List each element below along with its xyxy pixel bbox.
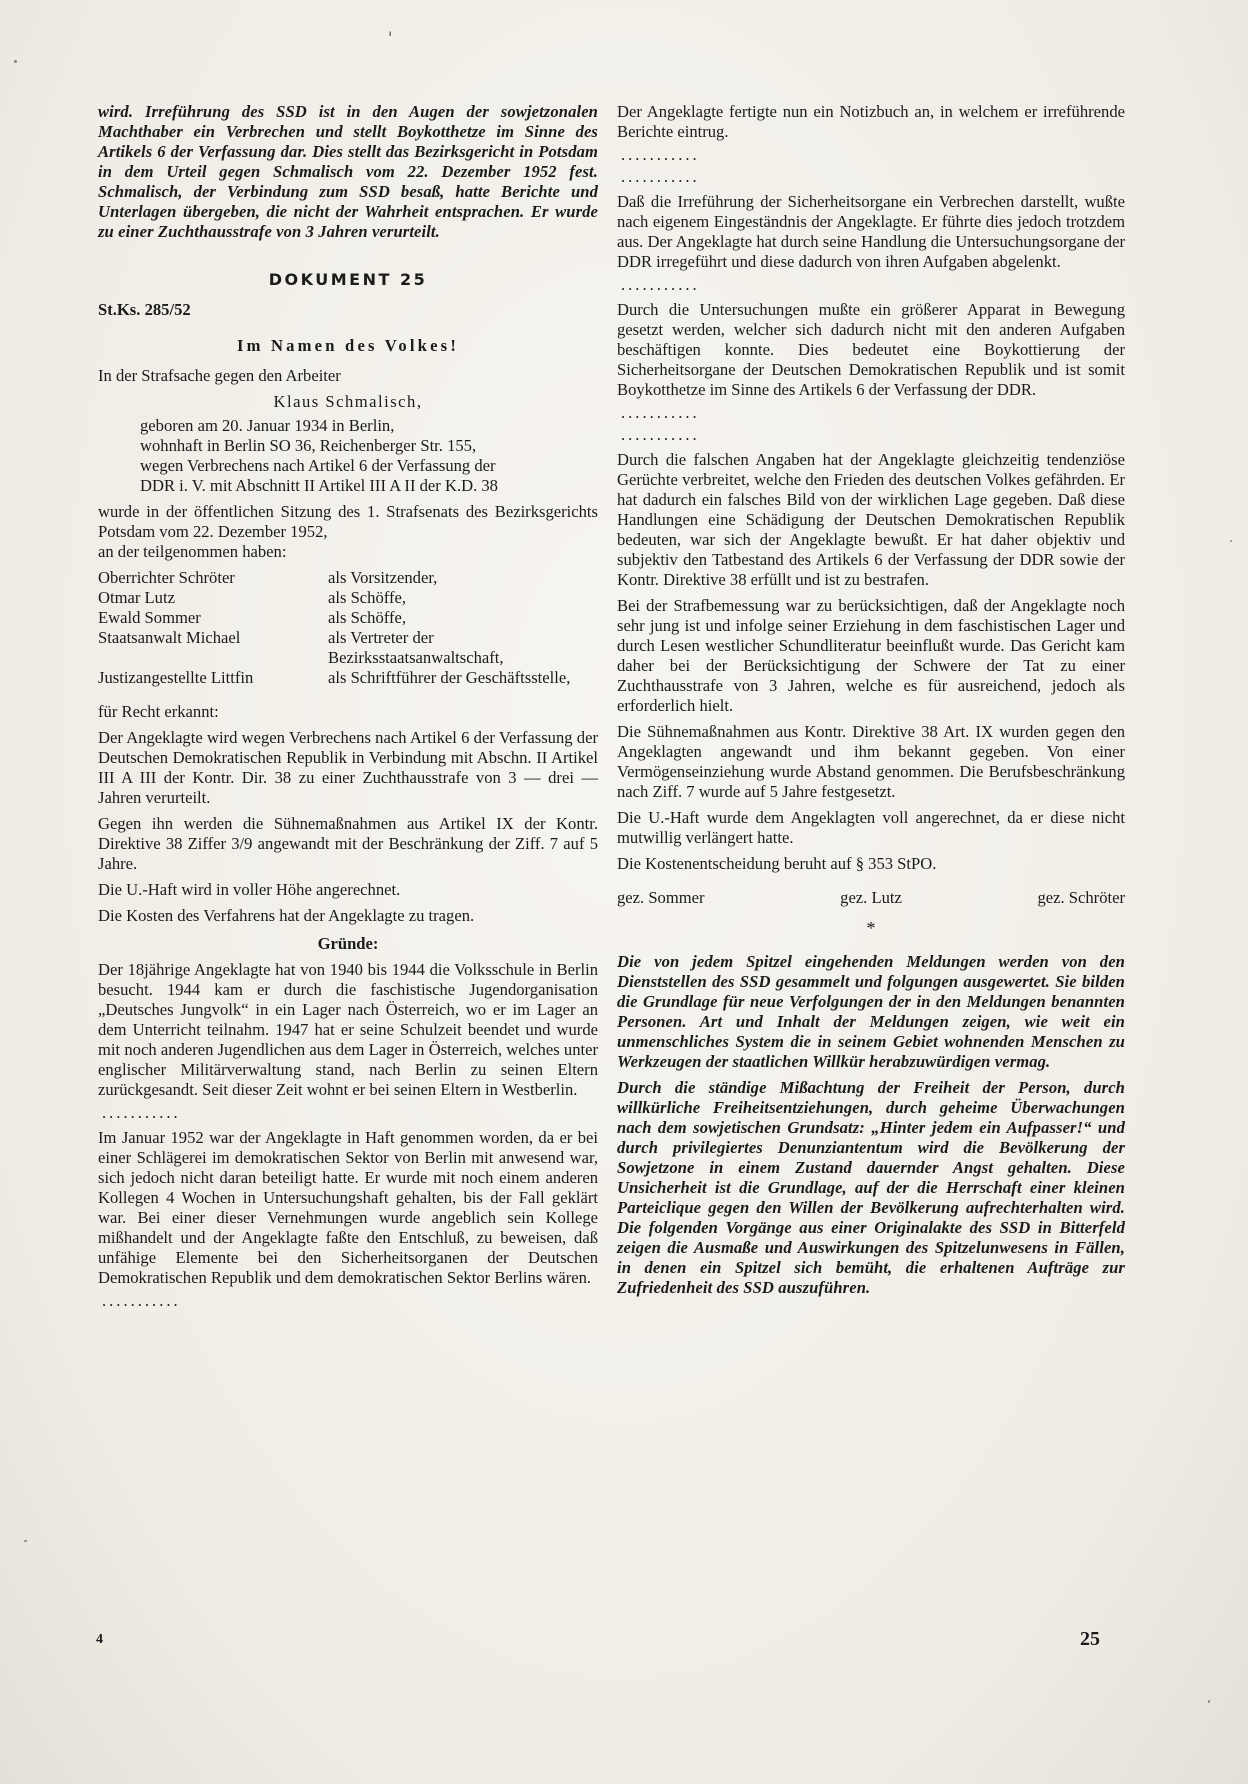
reasons-paragraph: Der Angeklagte fertigte nun ein Notizbuch an, in welchem er irreführende Berichte eintrug. <box>617 102 1125 141</box>
verdict-paragraph: Gegen ihn werden die Sühnemaßnahmen aus Artikel IX der Kontr. Direktive 38 Ziffer 3/9 angewandt mit der Beschränkung der Ziff. 7 auf 5 Jahre. <box>98 814 598 873</box>
reasons-paragraph: Durch die Untersuchungen mußte ein größerer Apparat in Bewegung gesetzt werden, welcher sich dadurch nicht mit den anderen Aufgaben beschäftigen konnte. Dies bedeutet eine Boykottierung der Sicherheitsorgane der Deutschen Demokratischen Republik und ist somit Boykotthetze im Sinne des Artikels 6 der Verfassung der DDR. <box>617 300 1125 399</box>
section-separator: * <box>866 918 876 938</box>
verdict-heading: Im Namen des Volkes! <box>236 336 460 355</box>
scan-speck <box>24 1540 27 1542</box>
verdict-paragraph: Die Kosten des Verfahrens hat der Angeklagte zu tragen. <box>98 906 475 925</box>
left-column <box>98 102 598 1316</box>
document-title: DOKUMENT 25 <box>268 270 428 289</box>
defendant-name: Klaus Schmalisch, <box>273 392 423 411</box>
ellipsis-line: ........... <box>102 1103 181 1122</box>
reasons-paragraph: Daß die Irreführung der Sicherheitsorgane ein Verbrechen darstellt, wußte nach eigenem Eingeständnis der Angeklagte. Er führte dies jedoch trotzdem aus. Der Angeklagte hat durch seine Handlung die Untersuchungsorgane der DDR irregeführt und diese dadurch von ihren Aufgaben abgelenkt. <box>617 192 1125 271</box>
ellipsis-line: ........... <box>621 275 700 294</box>
case-reference: St.Ks. 285/52 <box>98 300 191 319</box>
reasons-paragraph: Die U.-Haft wurde dem Angeklagten voll angerechnet, da er diese nicht mutwillig verlängert hatte. <box>617 808 1125 847</box>
court-composition <box>98 568 598 688</box>
detail-line: DDR i. V. mit Abschnitt II Artikel III A II der K.D. 38 <box>140 476 498 495</box>
scan-speck <box>1208 1700 1210 1703</box>
signatures <box>617 888 1125 908</box>
intro-paragraph: wird. Irreführung des SSD ist in den Augen der sowjetzonalen Machthaber ein Verbrechen und stellt Boykotthetze im Sinne des Artikels 6 der Verfassung dar. Dies stellt das Bezirksgericht in Potsdam in dem Urteil gegen Schmalisch vom 22. Dezember 1952 fest. Schmalisch, der Verbindung zum SSD besaß, hatte Berichte und Unterlagen übergeben, die nicht der Wahrheit entsprachen. Er wurde zu einer Zuchthausstrafe von 3 Jahren verurteilt. <box>98 102 598 241</box>
court-member: Ewald Sommer als Schöffe, <box>98 608 407 627</box>
ellipsis-line: ........... <box>621 145 700 164</box>
verdict-paragraph: Der Angeklagte wird wegen Verbrechens nach Artikel 6 der Verfassung der Deutschen Demokratischen Republik in Verbindung mit Abschn. II Artikel III A III der Kontr. Dir. 38 zu einer Zuchthausstrafe von 3 — drei — Jahren verurteilt. <box>98 728 598 807</box>
commentary-paragraph: Die von jedem Spitzel eingehenden Meldungen werden von den Dienststellen des SSD gesammelt und folgungen ausgewertet. Sie bilden die Grundlage für neue Verfolgungen der in den Meldungen benannten Personen. Art und Inhalt der Meldungen zeigen, wie weit ein unmenschliches System die in seinem Gebiet wohnenden Menschen zu Werkzeugen der staatlichen Willkür herabzuwürdigen vermag. <box>617 952 1125 1071</box>
court-member: Otmar Lutz als Schöffe, <box>98 588 407 607</box>
court-member: Staatsanwalt Michael als Vertreter der Bezirksstaatsanwaltschaft, <box>98 628 504 667</box>
verdict-paragraph: Die U.-Haft wird in voller Höhe angerechnet. <box>98 880 401 899</box>
court-member: Justizangestellte Littfin als Schriftführer der Geschäftsstelle, <box>98 668 571 687</box>
ellipsis-line: ........... <box>102 1291 181 1310</box>
reasons-heading: Gründe: <box>317 934 379 953</box>
page-number-left: 4 <box>96 1632 103 1647</box>
margin-mark: ' <box>388 28 393 47</box>
case-intro: In der Strafsache gegen den Arbeiter <box>98 366 341 385</box>
reasons-paragraph: Im Januar 1952 war der Angeklagte in Haft genommen worden, da er bei einer Schlägerei im demokratischen Sektor von Berlin mit anwesend war, sich jedoch nicht daran beteiligt hatte. Er wurde mit noch einem anderen Kollegen 4 Wochen in Untersuchungshaft gehalten, bis der Fall geklärt war. Bei einer dieser Vernehmungen wurde angeblich sein Kollege mißhandelt und der Angeklagte faßte den Entschluß, zu beweisen, daß unfähige Elemente bei den Sicherheitsorganen der Deutschen Demokratischen Republik und dem demokratischen Sektor Berlins wären. <box>98 1128 598 1287</box>
page-number-right: 25 <box>1080 1628 1100 1650</box>
verdict-intro: für Recht erkannt: <box>98 702 219 721</box>
reasons-paragraph: Die Kostenentscheidung beruht auf § 353 StPO. <box>617 854 937 873</box>
scan-speck <box>1230 540 1232 542</box>
signature: gez. Schröter <box>1037 888 1125 907</box>
detail-line: geboren am 20. Januar 1934 in Berlin, <box>140 416 395 435</box>
reasons-paragraph: Bei der Strafbemessung war zu berücksichtigen, daß der Angeklagte noch sehr jung ist und infolge seiner Erziehung in dem faschistischen Lager und durch Lesen westlicher Schundliteratur beeinflußt wurde. Das Gericht kam daher bei der Berücksichtigung der Schwere der Tat zu einer Zuchthausstrafe von 3 Jahren, welche es für ausreichend, jedoch als erforderlich hielt. <box>617 596 1125 715</box>
reasons-paragraph: Der 18jährige Angeklagte hat von 1940 bis 1944 die Volksschule in Berlin besucht. 1944 kam er durch die faschistische Jugendorganisation „Deutsches Jungvolk“ in ein Lager nach Österreich, wo er im Lager an dem Unterricht teilnahm. 1947 hat er seine Schulzeit beendet und wurde mit noch anderen Jugendlichen aus dem Lager in Österreich, welches unter englischer Militärverwaltung stand, nach Berlin zu seinen Eltern zurückgesandt. Seit dieser Zeit wohnt er bei seinen Eltern in Westberlin. <box>98 960 598 1099</box>
scan-speck <box>14 60 17 63</box>
ellipsis-line: ........... <box>621 167 700 186</box>
defendant-details <box>98 416 598 496</box>
court-member: Oberrichter Schröter als Vorsitzender, <box>98 568 438 587</box>
signature: gez. Lutz <box>840 888 902 907</box>
reasons-paragraph: Die Sühnemaßnahmen aus Kontr. Direktive 38 Art. IX wurden gegen den Angeklagten angewandt und ihm bekannt gegeben. Von einer Vermögenseinziehung wurde Abstand genommen. Die Berufsbeschränkung nach Ziff. 7 wurde auf 5 Jahre festgesetzt. <box>617 722 1125 801</box>
detail-line: wohnhaft in Berlin SO 36, Reichenberger Str. 155, <box>140 436 477 455</box>
ellipsis-line: ........... <box>621 403 700 422</box>
commentary-paragraph: Durch die ständige Mißachtung der Freiheit der Person, durch willkürliche Freiheitsentziehungen, durch geheime Überwachungen nach dem sowjetischen Grundsatz: „Hinter jedem ein Aufpasser!“ und durch privilegiertes Denunziantentum wird die Bevölkerung der Sowjetzone in einem Zustand dauernder Angst gehalten. Diese Unsicherheit ist die Grundlage, auf der die Herrschaft einer kleinen Parteiclique gegen den Willen der Bevölkerung aufrechterhalten wird. Die folgenden Vorgänge aus einer Originalakte des SSD in Bitterfeld zeigen die Ausmaße und Auswirkungen des Spitzelunwesens in Fällen, in denen ein Spitzel sich bemüht, die erhaltenen Aufträge zur Zufriedenheit des SSD auszuführen. <box>617 1078 1125 1297</box>
ellipsis-line: ........... <box>621 425 700 444</box>
session-text: wurde in der öffentlichen Sitzung des 1. Strafsenats des Bezirksgerichts Potsdam vom 22. Dezember 1952, <box>98 502 598 541</box>
detail-line: wegen Verbrechens nach Artikel 6 der Verfassung der <box>140 456 496 475</box>
participants-intro: an der teilgenommen haben: <box>98 542 287 561</box>
reasons-paragraph: Durch die falschen Angaben hat der Angeklagte gleichzeitig tendenziöse Gerüchte verbreitet, welche den Frieden des deutschen Volkes gefährden. Er hat dadurch ein falsches Bild von der wirklichen Lage gegeben. Daß diese Handlungen eine Schädigung der Deutschen Demokratischen Republik bedeuten, war sich der Angeklagte bewußt. Er hat daher objektiv und subjektiv den Tatbestand des Artikels 6 der Verfassung der DDR sowie der Kontr. Direktive 38 erfüllt und ist zu bestrafen. <box>617 450 1125 589</box>
right-column <box>617 102 1125 1304</box>
signature: gez. Sommer <box>617 888 705 907</box>
